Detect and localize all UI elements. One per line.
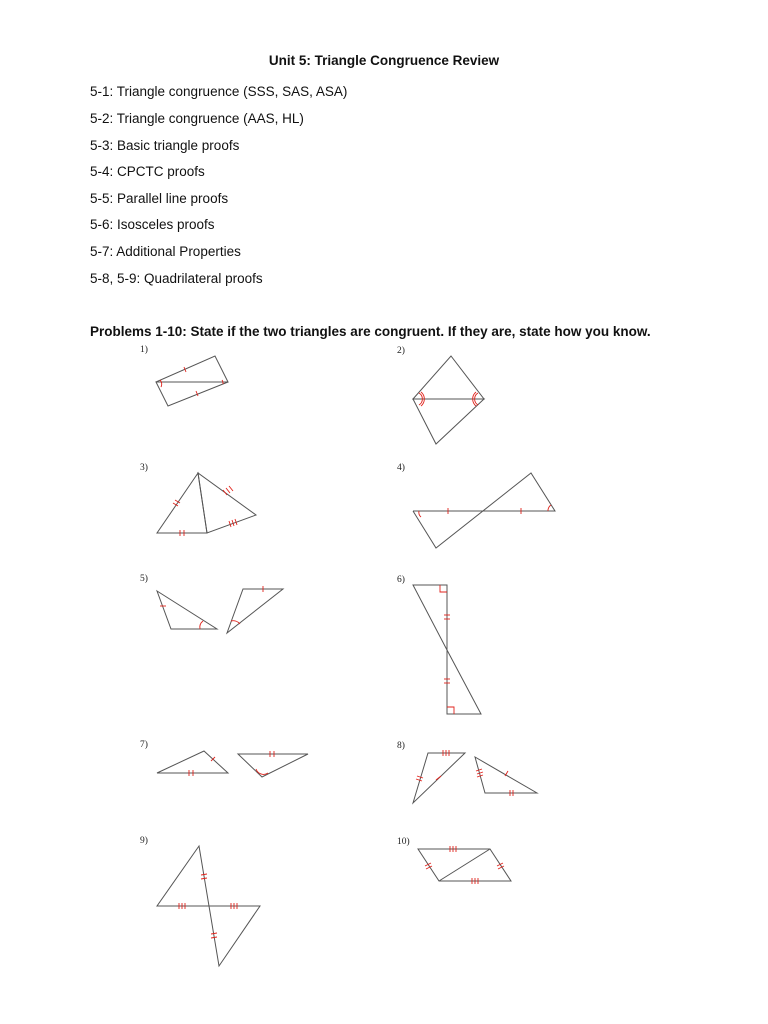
topic-item: 5-1: Triangle congruence (SSS, SAS, ASA) (90, 84, 348, 99)
problem-number: 8) (397, 741, 405, 751)
problem-2-figure (413, 356, 484, 444)
topic-item: 5-8, 5-9: Quadrilateral proofs (90, 271, 263, 286)
problem-number: 4) (397, 463, 405, 473)
problem-3-figure (157, 473, 256, 536)
instructions: Problems 1-10: State if the two triangles are congruent. If they are, state how you know. (90, 324, 651, 339)
topic-item: 5-3: Basic triangle proofs (90, 138, 240, 153)
problem-number: 10) (397, 837, 410, 847)
problem-number: 7) (140, 740, 148, 750)
topic-item: 5-2: Triangle congruence (AAS, HL) (90, 111, 304, 126)
problem-6-figure (413, 585, 481, 714)
topic-item: 5-5: Parallel line proofs (90, 191, 229, 206)
problem-5-figure (157, 586, 283, 633)
problem-number: 5) (140, 574, 148, 584)
topic-item: 5-7: Additional Properties (90, 244, 241, 259)
problem-7-figure (157, 751, 308, 777)
problem-number: 1) (140, 345, 148, 355)
problem-4-figure (413, 473, 555, 548)
problem-9-figure (157, 846, 260, 966)
topic-item: 5-4: CPCTC proofs (90, 164, 205, 179)
topic-item: 5-6: Isosceles proofs (90, 217, 215, 232)
problem-number: 9) (140, 836, 148, 846)
problem-1-figure (156, 356, 228, 406)
problem-8-figure (413, 750, 537, 803)
problem-number: 2) (397, 346, 405, 356)
problem-10-figure (418, 846, 511, 884)
problem-number: 3) (140, 463, 148, 473)
problem-number: 6) (397, 575, 405, 585)
page-title: Unit 5: Triangle Congruence Review (268, 53, 500, 68)
